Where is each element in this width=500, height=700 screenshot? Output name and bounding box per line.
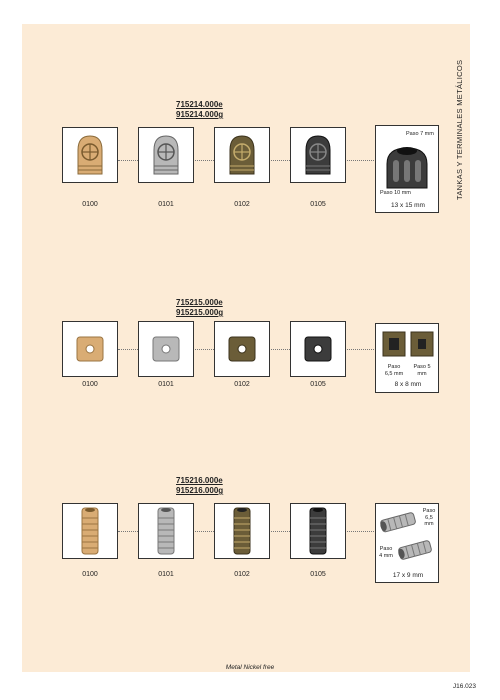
cube-bead-icon (139, 322, 193, 376)
product-swatch-black[interactable] (290, 127, 346, 183)
cube-bead-icon (291, 322, 345, 376)
ref-code-g: 915214.000g (176, 110, 224, 119)
bell-cord-end-icon (63, 128, 117, 182)
ref-code-g: 915216.000g (176, 486, 224, 495)
footer-note: Metal Nickel free (225, 664, 275, 671)
bell-cord-end-side-view-icon (377, 138, 439, 198)
detail-label-right: Paso 5 mm (413, 364, 431, 377)
page-number: J16.023 (452, 683, 476, 690)
variant-code: 0102 (234, 381, 250, 388)
detail-size: 13 x 15 mm (391, 202, 425, 209)
product-swatch-black[interactable] (290, 503, 346, 559)
ref-code-e: 715215.000e (176, 298, 223, 307)
detail-label-top: Paso 6,5 mm (422, 508, 436, 527)
variant-code: 0100 (82, 571, 98, 578)
bell-cord-end-icon (139, 128, 193, 182)
side-title: TANKAS Y TERMINALES METÁLICOS (455, 59, 464, 200)
detail-box (375, 125, 439, 213)
bell-cord-end-icon (291, 128, 345, 182)
variant-code: 0100 (82, 201, 98, 208)
ribbed-tube-icon (139, 504, 193, 558)
variant-code: 0101 (158, 571, 174, 578)
variant-code: 0100 (82, 381, 98, 388)
cube-bead-side-view-icon (377, 328, 439, 362)
detail-label-bottom: Paso 10 mm (380, 190, 411, 196)
ribbed-tube-icon (215, 504, 269, 558)
detail-size: 17 x 9 mm (392, 572, 424, 579)
ribbed-tube-icon (291, 504, 345, 558)
ref-code-g: 915215.000g (176, 308, 224, 317)
detail-label-left: Paso 6,5 mm (384, 364, 404, 377)
product-swatch-bronze[interactable] (214, 127, 270, 183)
detail-box (375, 503, 439, 583)
variant-code: 0105 (310, 381, 326, 388)
product-swatch-gold[interactable] (62, 503, 118, 559)
bell-cord-end-icon (215, 128, 269, 182)
ribbed-tube-icon (63, 504, 117, 558)
product-swatch-bronze[interactable] (214, 321, 270, 377)
product-swatch-gold[interactable] (62, 321, 118, 377)
cube-bead-icon (63, 322, 117, 376)
variant-code: 0101 (158, 381, 174, 388)
product-swatch-silver[interactable] (138, 321, 194, 377)
detail-size: 8 x 8 mm (394, 381, 422, 388)
product-swatch-black[interactable] (290, 321, 346, 377)
product-swatch-bronze[interactable] (214, 503, 270, 559)
product-swatch-silver[interactable] (138, 503, 194, 559)
variant-code: 0105 (310, 201, 326, 208)
variant-code: 0102 (234, 201, 250, 208)
ref-code-e: 715216.000e (176, 476, 223, 485)
cube-bead-icon (215, 322, 269, 376)
variant-code: 0101 (158, 201, 174, 208)
ref-code-e: 715214.000e (176, 100, 223, 109)
variant-code: 0102 (234, 571, 250, 578)
detail-box (375, 323, 439, 393)
product-swatch-gold[interactable] (62, 127, 118, 183)
detail-label-bottom: Paso 4 mm (379, 546, 393, 559)
product-swatch-silver[interactable] (138, 127, 194, 183)
detail-label-top: Paso 7 mm (406, 131, 434, 137)
variant-code: 0105 (310, 571, 326, 578)
